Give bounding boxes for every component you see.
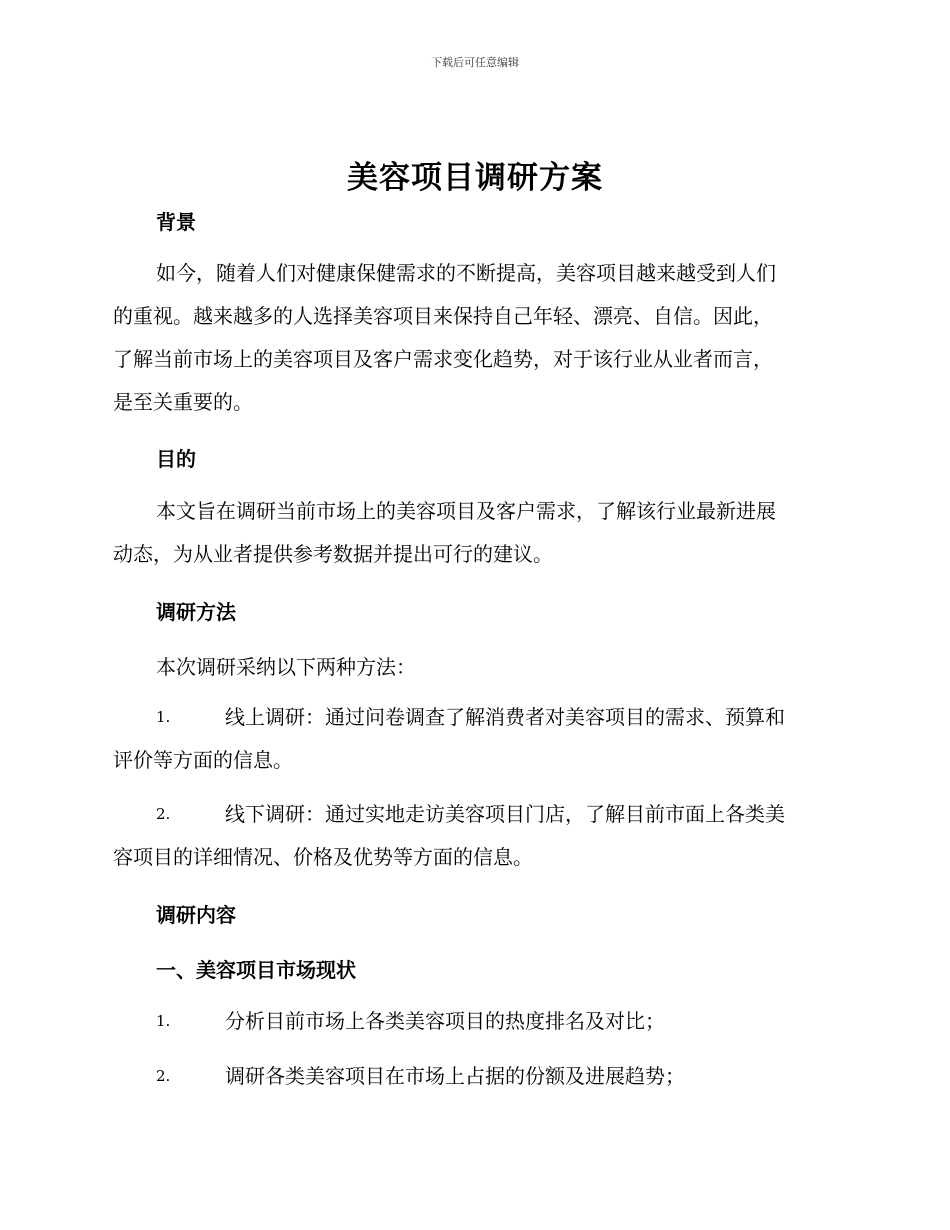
method-intro: 本次调研采纳以下两种方法： bbox=[156, 655, 416, 679]
list-item bbox=[113, 696, 835, 782]
paragraph-background bbox=[113, 252, 835, 424]
background-line-3: 了解当前市场上的美容项目及客户需求变化趋势，对于该行业从业者而言， bbox=[113, 347, 773, 371]
heading-background: 背景 bbox=[156, 210, 196, 234]
page-header: 下载后可任意编辑 bbox=[431, 56, 519, 69]
paragraph-purpose bbox=[113, 490, 835, 576]
background-line-2: 的重视。越来越多的人选择美容项目来保持自己年轻、漂亮、自信。因此， bbox=[113, 304, 773, 328]
list-item-continuation: 评价等方面的信息。 bbox=[113, 748, 293, 772]
heading-content: 调研内容 bbox=[156, 903, 236, 927]
list-number: 1. bbox=[156, 1012, 171, 1030]
document-title: 美容项目调研方案 bbox=[347, 160, 603, 196]
list-number: 2. bbox=[156, 1067, 171, 1085]
list-item bbox=[113, 1055, 835, 1098]
list-item bbox=[113, 1000, 835, 1043]
list-item-text: 分析目前市场上各类美容项目的热度排名及对比； bbox=[225, 1009, 665, 1033]
purpose-line-1: 本文旨在调研当前市场上的美容项目及客户需求，了解该行业最新进展 bbox=[156, 499, 776, 523]
purpose-line-2: 动态，为从业者提供参考数据并提出可行的建议。 bbox=[113, 542, 553, 566]
list-item-continuation: 容项目的详细情况、价格及优势等方面的信息。 bbox=[113, 845, 533, 869]
background-line-4: 是至关重要的。 bbox=[113, 390, 253, 414]
heading-method: 调研方法 bbox=[156, 600, 236, 624]
background-line-1: 如今，随着人们对健康保健需求的不断提高，美容项目越来越受到人们 bbox=[156, 261, 776, 285]
list-item-text: 线下调研：通过实地走访美容项目门店，了解目前市面上各类美 bbox=[225, 802, 785, 826]
heading-purpose: 目的 bbox=[156, 447, 196, 471]
list-number: 2. bbox=[156, 805, 171, 823]
list-item-text: 调研各类美容项目在市场上占据的份额及进展趋势； bbox=[225, 1064, 685, 1088]
list-item bbox=[113, 793, 835, 879]
list-item-text: 线上调研：通过问卷调查了解消费者对美容项目的需求、预算和 bbox=[225, 705, 785, 729]
list-number: 1. bbox=[156, 708, 171, 726]
subheading-market-status: 一、美容项目市场现状 bbox=[156, 958, 356, 982]
